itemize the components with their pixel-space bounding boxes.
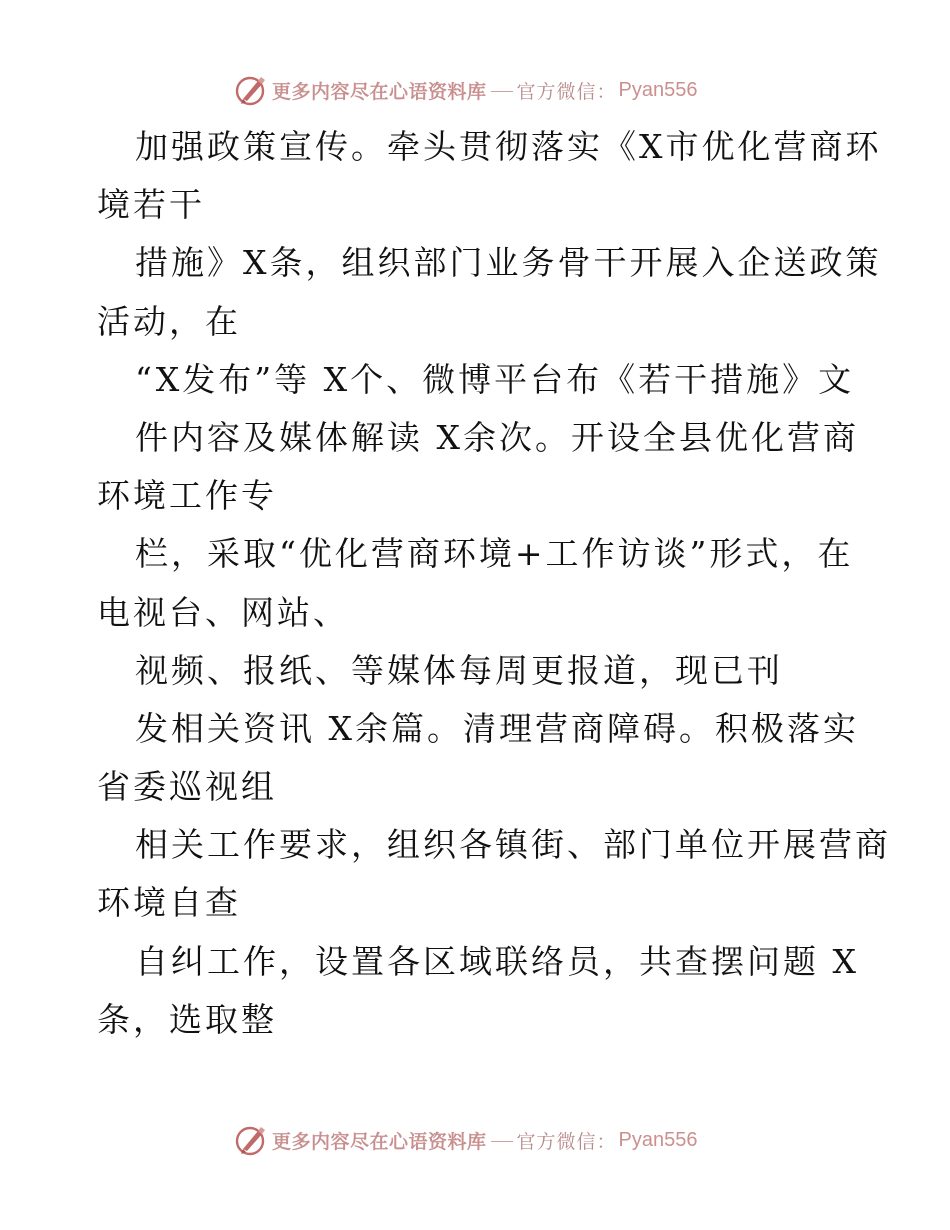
header-watermark [234, 70, 698, 110]
text-line: 发相关资讯 X余篇。清理营商障碍。积极落实 [135, 708, 859, 748]
text-line: 自纠工作，设置各区域联络员，共查摆问题 X [135, 941, 859, 981]
text-line: 相关工作要求，组织各镇街、部门单位开展营商 [135, 825, 891, 865]
text-line: 加强政策宣传。牵头贯彻落实《X市优化营商环 [135, 127, 882, 166]
pen-logo-icon [234, 73, 268, 107]
pen-logo-icon [234, 1123, 268, 1157]
watermark-text: 更多内容尽在心语资料库 [272, 1130, 487, 1153]
text-line: 件内容及媒体解读 X余次。开设全县优化营商 [135, 417, 859, 457]
watermark-wechat-id: Pyan556 [618, 78, 698, 101]
text-line: 栏，采取“优化营商环境+工作访谈”形式，在 [135, 534, 854, 574]
watermark-dash [491, 1141, 513, 1142]
text-line: “X发布”等 X个、微博平台布《若干措施》文 [135, 359, 855, 399]
watermark-text: 更多内容尽在心语资料库 [272, 80, 487, 103]
watermark-official-label: 官方微信： [516, 1130, 617, 1153]
text-line: 环境自查 [97, 883, 241, 923]
text-line: 视频、报纸、等媒体每周更报道，现已刊 [135, 650, 783, 690]
body-text [97, 118, 891, 1049]
watermark-official-label: 官方微信： [516, 80, 617, 103]
watermark-dash [491, 91, 513, 92]
text-line: 环境工作专 [97, 476, 277, 516]
text-line: 省委巡视组 [97, 767, 277, 807]
watermark-wechat-id: Pyan556 [618, 1128, 698, 1151]
text-line: 活动，在 [97, 301, 241, 341]
text-line: 措施》X条，组织部门业务骨干开展入企送政策 [135, 243, 882, 283]
text-line: 条，选取整 [97, 999, 277, 1039]
footer-watermark [234, 1120, 698, 1160]
text-line: 电视台、网站、 [97, 592, 349, 632]
text-line: 境若干 [97, 185, 205, 225]
